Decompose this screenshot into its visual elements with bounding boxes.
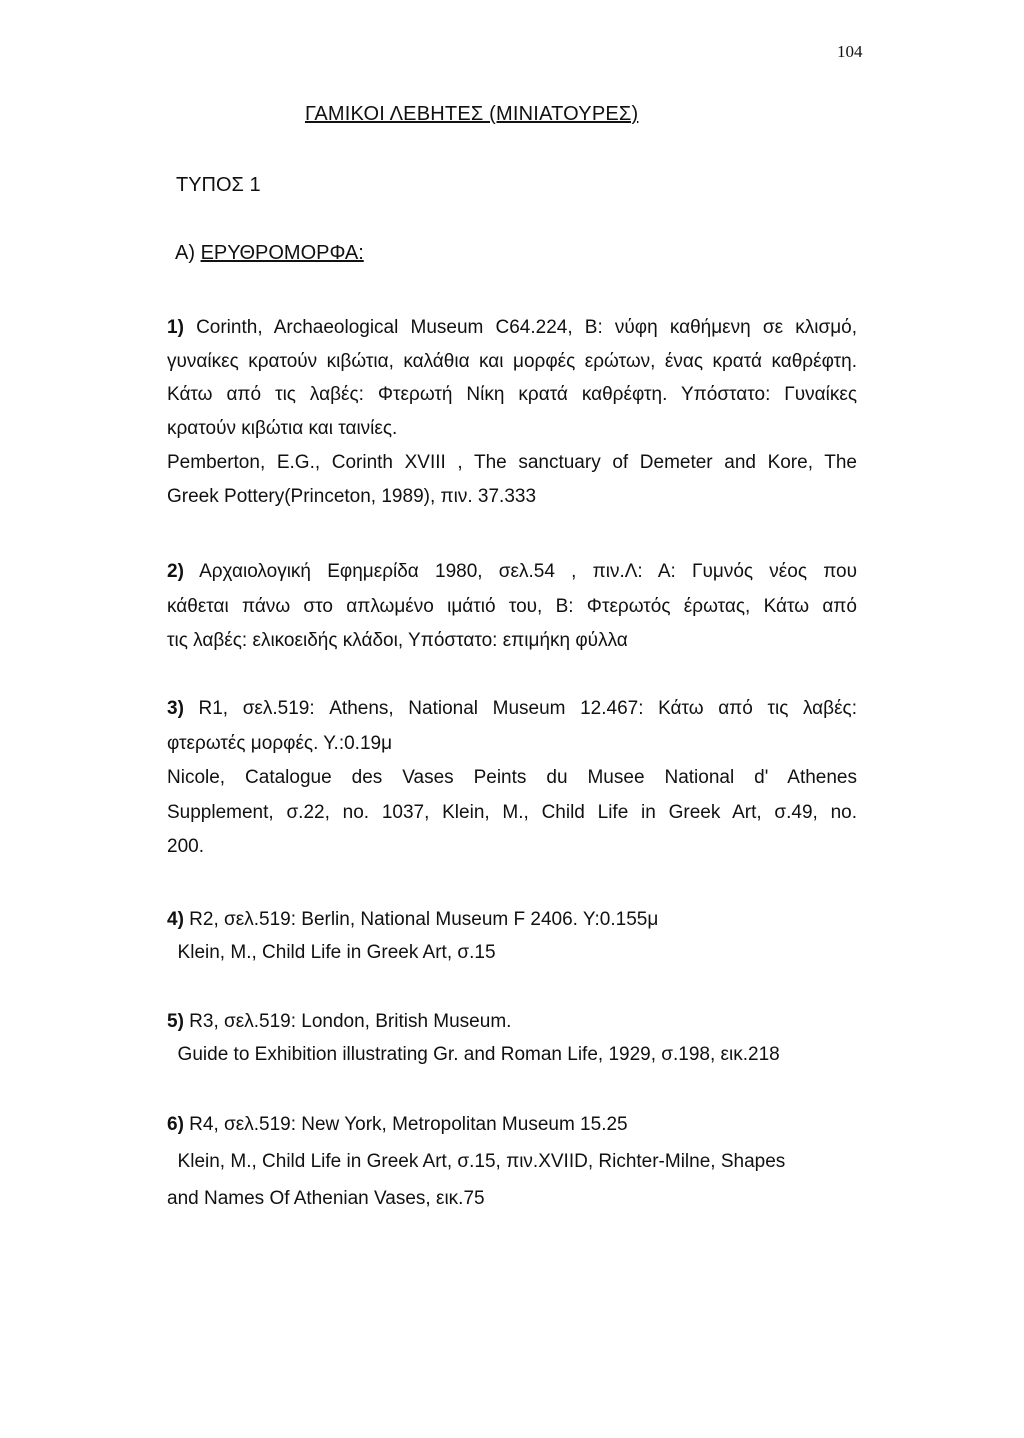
catalogue-entry-6 (167, 1106, 857, 1217)
entry-line: Greek Pottery(Princeton, 1989), πιν. 37.333 (167, 485, 537, 507)
catalogue-entry-4 (167, 903, 857, 969)
entry-line: and Names Of Athenian Vases, εικ.75 (167, 1188, 485, 1209)
entry-number: 1) (167, 317, 184, 338)
type-heading: ΤΥΠΟΣ 1 (176, 174, 261, 196)
entry-number: 3) (167, 698, 184, 719)
entry-number: 2) (167, 561, 184, 582)
entry-line (167, 1005, 857, 1038)
entry-line (167, 692, 857, 727)
entry-text: Corinth, Archaeological Museum C64.224, Β: νύφη καθήμενη σε κλισμό, (183, 317, 857, 338)
entry-line: Nicole, Catalogue des Vases Peints du Musee National d' Athenes (167, 767, 857, 788)
entry-text: R3, σελ.519: London, British Museum. (183, 1011, 512, 1032)
entry-line: Klein, M., Child Life in Greek Art, σ.15 (167, 942, 496, 963)
entry-line: Κάτω από τις λαβές: Φτερωτή Νίκη κρατά καθρέφτη. Υπόστατο: Γυναίκες (167, 384, 857, 406)
entry-line: 200. (167, 836, 204, 857)
entry-number: 4) (167, 909, 184, 930)
entry-line: γυναίκες κρατούν κιβώτια, καλάθια και μορφές ερώτων, ένας κρατά καθρέφτη. (167, 350, 857, 372)
catalogue-entry-1 (167, 311, 857, 513)
entry-line: φτερωτές μορφές. Υ.:0.19μ (167, 732, 393, 754)
entry-text: R1, σελ.519: Athens, National Museum 12.467: Κάτω από τις λαβές: (183, 698, 857, 719)
entry-line: κρατούν κιβώτια και ταινίες. (167, 418, 398, 440)
entry-line (167, 903, 857, 936)
entry-line (167, 311, 857, 345)
subsection-prefix: Α) (175, 242, 201, 264)
entry-number: 6) (167, 1114, 184, 1135)
entry-line (167, 555, 857, 590)
page-number: 104 (837, 42, 863, 61)
subsection-label: ΕΡΥΘΡΟΜΟΡΦΑ: (200, 242, 364, 264)
entry-line (167, 1106, 857, 1143)
entry-line: Pemberton, E.G., Corinth XVIII , The sanctuary of Demeter and Kore, The (167, 451, 857, 473)
entry-line: Supplement, σ.22, no. 1037, Klein, M., Child Life in Greek Art, σ.49, no. (167, 801, 857, 823)
catalogue-entry-5 (167, 1005, 857, 1071)
entry-line: κάθεται πάνω στο απλωμένο ιμάτιό του, Β: Φτερωτός έρωτας, Κάτω από (167, 595, 857, 617)
entry-line: Guide to Exhibition illustrating Gr. and Roman Life, 1929, σ.198, εικ.218 (167, 1044, 780, 1065)
entry-text: Αρχαιολογική Εφημερίδα 1980, σελ.54 , πιν.Λ: Α: Γυμνός νέος που (183, 561, 857, 582)
entry-line: Klein, M., Child Life in Greek Art, σ.15, πιν.XVIID, Richter-Milne, Shapes (167, 1151, 786, 1172)
entry-text: R2, σελ.519: Berlin, National Museum F 2406. Y:0.155μ (183, 909, 659, 930)
entry-line: τις λαβές: ελικοειδής κλάδοι, Υπόστατο: επιμήκη φύλλα (167, 630, 628, 651)
subsection-heading (175, 242, 364, 265)
catalogue-entry-2 (167, 555, 857, 659)
entry-text: R4, σελ.519: New York, Metropolitan Museum 15.25 (183, 1114, 628, 1135)
page-title: ΓΑΜΙΚΟΙ ΛΕΒΗΤΕΣ (ΜΙΝΙΑΤΟΥΡΕΣ) (305, 103, 639, 125)
entry-number: 5) (167, 1011, 184, 1032)
catalogue-entry-3 (167, 692, 857, 865)
